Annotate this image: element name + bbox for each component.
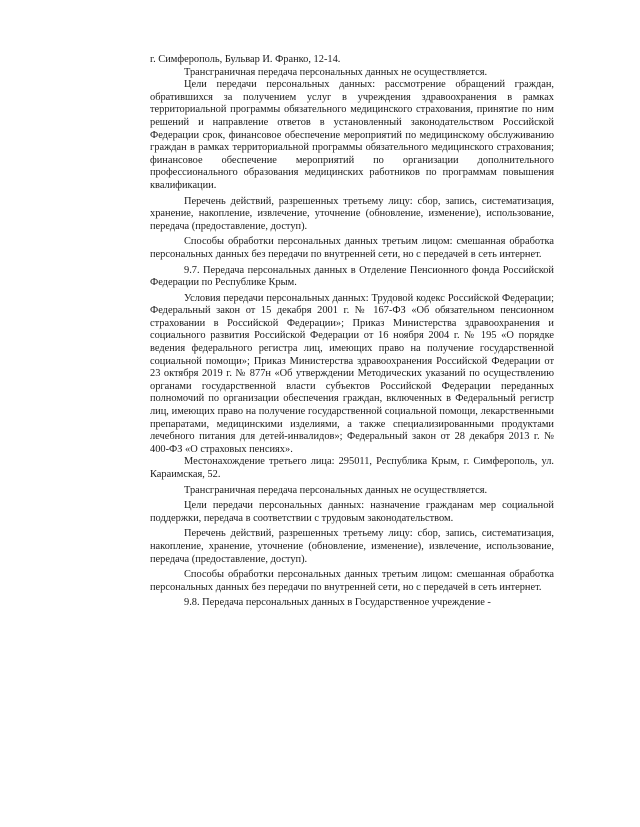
address-line: г. Симферополь, Бульвар И. Франко, 12-14. xyxy=(150,54,341,65)
transfer-purposes: Цели передачи персональных данных: рассмотрение обращений граждан, обратившихся за получением услуг в учреждения здравоохранения в рамках территориальной программы обязательного медицинского страхования, принятие по ним решений и направление ответов в установленный законодательством Российской Федерации срок, финансовое обеспечение мероприятий по медицинскому обслуживанию граждан в рамках территориальной программы обязательного медицинского страхования; финансовое обеспечение мероприятий по организации дополнительного профессионального образования медицинских работников по программам повышения квалификации. xyxy=(150,79,554,191)
cross-border-note-2: Трансграничная передача персональных данных не осуществляется. xyxy=(184,484,488,496)
section-9-8-heading: 9.8. Передача персональных данных в Государственное учреждение - xyxy=(184,597,491,609)
allowed-actions: Перечень действий, разрешенных третьему лицу: сбор, запись, систематизация, хранение, накопление, извлечение, уточнение (обновление, изменение), использование, передача (предоставление, доступ). xyxy=(150,195,554,232)
cross-border-note: Трансграничная передача персональных данных не осуществляется. xyxy=(184,66,488,78)
document-body xyxy=(150,54,554,610)
transfer-conditions: Условия передачи персональных данных: Трудовой кодекс Российской Федерации; Федеральный закон от 15 декабря 2001 г. № 167-ФЗ «Об обязательном пенсионном страховании в Российской Федерации»; Приказ Министерства здравоохранения и социального развития Российской Федерации от 16 ноября 2004 г. № 195 «О порядке ведения федерального регистра лиц, имеющих право на получение государственной социальной помощи»; Приказ Министерства здравоохранения Российской Федерации от 23 октября 2019 г. № 877н «Об утверждении Методических указаний по осуществлению органами государственной власти субъектов Российской Федерации переданных полномочий по организации обеспечения граждан, включенных в Федеральный регистр лиц, имеющих право на получение государственной социальной помощи, лекарственными препаратами, медицинскими изделиями, а также специализированными продуктами лечебного питания для детей-инвалидов»; Федеральный закон от 28 декабря 2013 г. № 400-ФЗ «О страховых пенсиях». xyxy=(150,292,554,455)
processing-methods-2: Способы обработки персональных данных третьим лицом: смешанная обработка персональных данных без передачи по внутренней сети, но с передачей в сеть интернет. xyxy=(150,569,554,593)
section-9-7-heading: 9.7. Передача персональных данных в Отделение Пенсионного фонда Российской Федерации по Республике Крым. xyxy=(150,264,554,289)
allowed-actions-2: Перечень действий, разрешенных третьему лицу: сбор, запись, систематизация, накопление, хранение, уточнение (обновление, изменение), извлечение, использование, передача (предоставление, доступ). xyxy=(150,528,554,565)
third-party-location: Местонахождение третьего лица: 295011, Республика Крым, г. Симферополь, ул. Караимская, 52. xyxy=(150,456,554,480)
transfer-purposes-2: Цели передачи персональных данных: назначение гражданам мер социальной поддержки, передача в соответствии с трудовым законодательством. xyxy=(150,500,554,524)
processing-methods: Способы обработки персональных данных третьим лицом: смешанная обработка персональных данных без передачи по внутренней сети, но с передачей в сеть интернет. xyxy=(150,236,554,260)
